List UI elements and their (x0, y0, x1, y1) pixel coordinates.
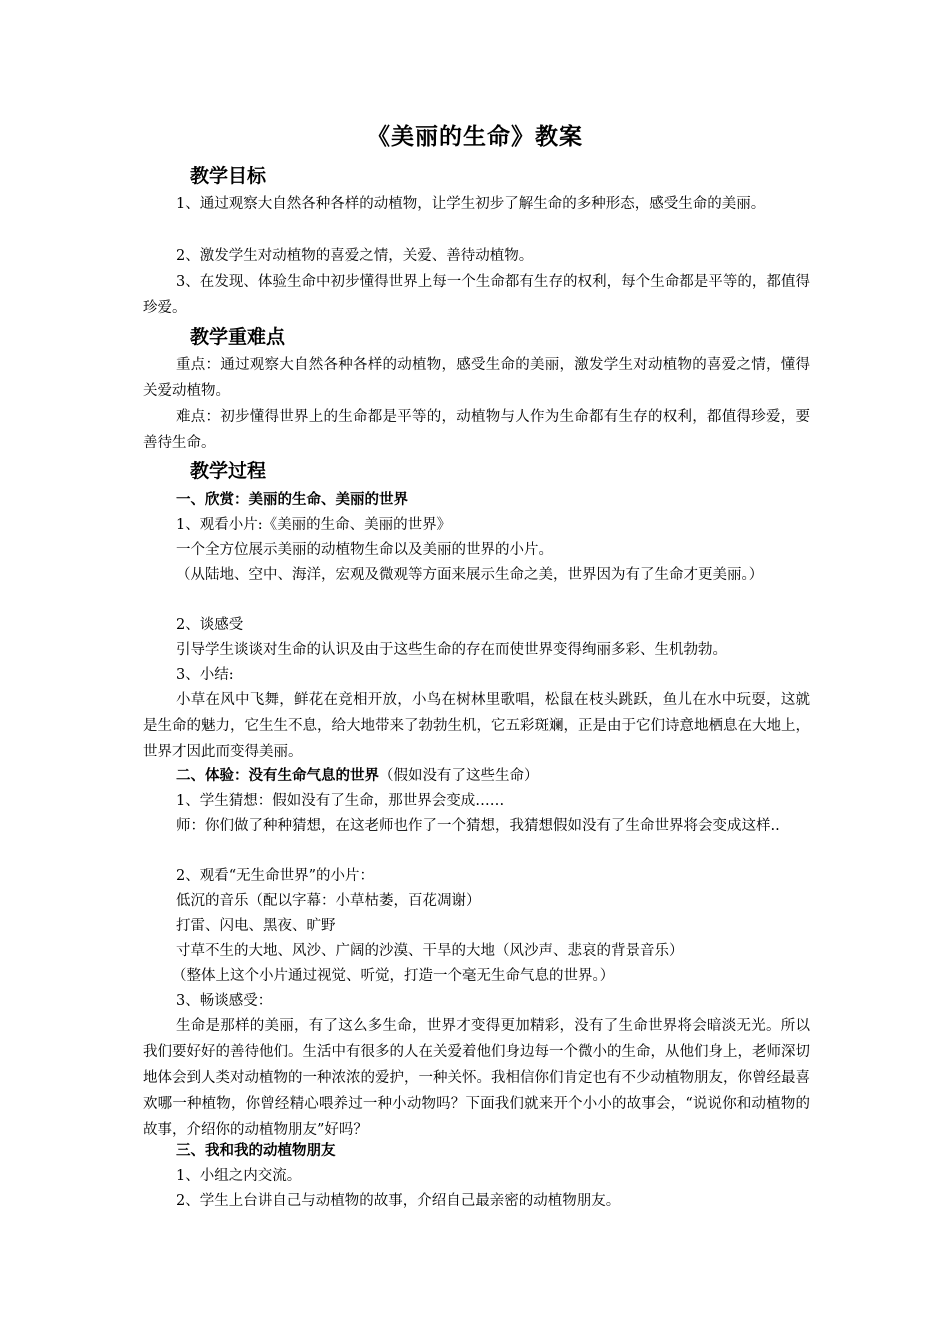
part2-title-note: （假如没有了这些生命） (379, 768, 539, 784)
part1-title: 一、欣赏：美丽的生命、美丽的世界 (176, 491, 408, 508)
keypoint-key: 重点：通过观察大自然各种各样的动植物，感受生命的美丽，激发学生对动植物的喜爱之情，懂得关爱动植物。 (143, 357, 810, 399)
part1-line-3: （从陆地、空中、海洋，宏观及微观等方面来展示生命之美，世界因为有了生命才更美丽。） (176, 567, 764, 583)
part2-line-4: 低沉的音乐（配以字幕：小草枯萎，百花凋谢） (176, 893, 481, 909)
part1-summary: 小草在风中飞舞，鲜花在竞相开放，小鸟在树林里歌唱，松鼠在枝头跳跃，鱼儿在水中玩耍，这就是生命的魅力，它生生不息，给大地带来了勃勃生机，它五彩斑斓，正是由于它们诗意地栖息在大地上，世界才因此而变得美丽。 (143, 692, 810, 760)
part2-line-7: （整体上这个小片通过视觉、听觉，打造一个毫无生命气息的世界。） (172, 968, 615, 984)
document-title: 《美丽的生命》教案 (367, 124, 583, 150)
part3-line-1: 1、小组之内交流。 (176, 1168, 302, 1184)
part1-line-5: 引导学生谈谈对生命的认识及由于这些生命的存在而使世界变得绚丽多彩、生机勃勃。 (176, 642, 727, 658)
part2-line-6: 寸草不生的大地、风沙、广阔的沙漠、干旱的大地（风沙声、悲哀的背景音乐） (176, 943, 684, 959)
part3-title: 三、我和我的动植物朋友 (176, 1142, 336, 1159)
part1-line-4: 2、谈感受 (176, 617, 244, 633)
part2-line-8: 3、畅谈感受： (176, 993, 273, 1009)
part2-line-1: 1、学生猜想：假如没有了生命，那世界会变成…… (176, 793, 505, 809)
part2-line-3: 2、观看“无生命世界”的小片： (176, 868, 375, 884)
part2-line-2: 师：你们做了种种猜想，在这老师也作了一个猜想，我猜想假如没有了生命世界将会变成这样.. (176, 818, 780, 834)
goal-item-1: 1、通过观察大自然各种各样的动植物，让学生初步了解生命的多种形态，感受生命的美丽。 (176, 196, 766, 212)
part2-title-row (176, 763, 539, 789)
section-heading-process: 教学过程 (190, 460, 267, 482)
part2-reflection: 生命是那样的美丽，有了这么多生命，世界才变得更加精彩，没有了生命世界将会暗淡无光。所以我们要好好的善待他们。生活中有很多的人在关爱着他们身边每一个微小的生命，从他们身上，老师深切地体会到人类对动植物的一种浓浓的爱护，一种关怀。我相信你们肯定也有不少动植物朋友，你曾经最喜欢哪一种植物，你曾经精心喂养过一种小动物吗？下面我们就来开个小小的故事会，“说说你和动植物的故事，介绍你的动植物朋友”好吗？ (143, 1018, 810, 1138)
section-heading-goals: 教学目标 (190, 165, 267, 187)
part1-line-2: 一个全方位展示美丽的动植物生命以及美丽的世界的小片。 (176, 542, 553, 558)
section-heading-keypoints: 教学重难点 (190, 326, 286, 348)
goal-item-2: 2、激发学生对动植物的喜爱之情，关爱、善待动植物。 (176, 248, 534, 264)
part2-line-5: 打雷、闪电、黑夜、旷野 (176, 918, 336, 934)
keypoint-difficult: 难点：初步懂得世界上的生命都是平等的，动植物与人作为生命都有生存的权利，都值得珍爱，要善待生命。 (143, 409, 810, 451)
part2-title: 二、体验：没有生命气息的世界 (176, 767, 379, 784)
goal-item-3: 3、在发现、体验生命中初步懂得世界上每一个生命都有生存的权利，每个生命都是平等的，都值得珍爱。 (143, 274, 810, 316)
part1-line-1: 1、观看小片:《美丽的生命、美丽的世界》 (176, 517, 452, 533)
part3-line-2: 2、学生上台讲自己与动植物的故事，介绍自己最亲密的动植物朋友。 (176, 1193, 621, 1209)
part1-line-6: 3、小结: (176, 667, 234, 683)
